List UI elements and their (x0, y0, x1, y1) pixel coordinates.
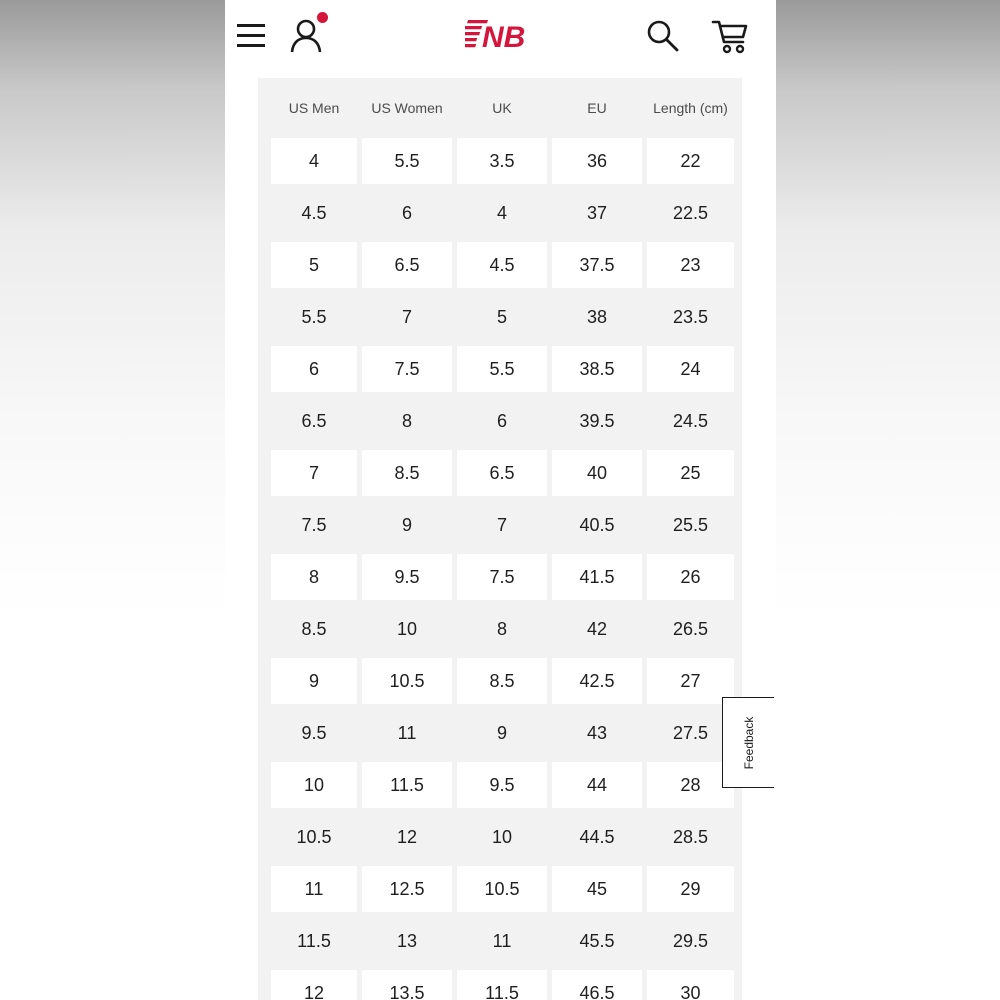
table-cell: 6 (457, 398, 547, 450)
table-cell: 7.5 (457, 554, 547, 606)
table-cell: 10.5 (271, 814, 357, 866)
table-cell: 27 (647, 658, 734, 710)
table-cell: 5 (271, 242, 357, 294)
table-row (271, 970, 734, 1000)
table-cell: 12 (271, 970, 357, 1000)
table-row (271, 138, 734, 190)
table-cell: 6.5 (457, 450, 547, 502)
table-cell: 8 (457, 606, 547, 658)
table-cell: 11 (457, 918, 547, 970)
table-cell: 26.5 (647, 606, 734, 658)
table-cell: 4.5 (457, 242, 547, 294)
feedback-label: Feedback (741, 716, 756, 769)
table-row (271, 294, 734, 346)
table-cell: 5.5 (362, 138, 452, 190)
table-cell: 38.5 (552, 346, 642, 398)
table-row (271, 554, 734, 606)
table-cell: 42.5 (552, 658, 642, 710)
table-row (271, 398, 734, 450)
table-cell: 9.5 (271, 710, 357, 762)
table-cell: 44.5 (552, 814, 642, 866)
table-cell: 8.5 (271, 606, 357, 658)
table-cell: 29 (647, 866, 734, 918)
table-cell: 11 (362, 710, 452, 762)
table-cell: 40 (552, 450, 642, 502)
table-cell: 5.5 (457, 346, 547, 398)
table-cell: 23 (647, 242, 734, 294)
table-cell: 44 (552, 762, 642, 814)
search-icon[interactable] (645, 18, 681, 54)
shopping-cart-icon[interactable] (709, 16, 751, 56)
table-cell: 4 (271, 138, 357, 190)
table-row (271, 346, 734, 398)
size-chart-header-row (271, 78, 734, 138)
table-row (271, 814, 734, 866)
site-header (225, 0, 776, 78)
table-cell: 6.5 (362, 242, 452, 294)
new-balance-logo[interactable] (465, 14, 537, 56)
table-cell: 8.5 (457, 658, 547, 710)
table-cell: 7 (271, 450, 357, 502)
table-cell: 8 (271, 554, 357, 606)
table-cell: 7.5 (271, 502, 357, 554)
table-cell: 10 (457, 814, 547, 866)
table-cell: 11.5 (362, 762, 452, 814)
phone-screen (225, 0, 776, 1000)
table-cell: 27.5 (647, 710, 734, 762)
table-cell: 3.5 (457, 138, 547, 190)
table-row (271, 658, 734, 710)
table-row (271, 762, 734, 814)
notification-dot (317, 12, 328, 23)
table-cell: 10.5 (362, 658, 452, 710)
table-cell: 24 (647, 346, 734, 398)
table-cell: 12 (362, 814, 452, 866)
table-row (271, 190, 734, 242)
table-cell: 29.5 (647, 918, 734, 970)
table-cell: 46.5 (552, 970, 642, 1000)
table-cell: 26 (647, 554, 734, 606)
table-row (271, 606, 734, 658)
table-cell: 9.5 (362, 554, 452, 606)
table-cell: 45.5 (552, 918, 642, 970)
table-cell: 28.5 (647, 814, 734, 866)
table-cell: 10 (271, 762, 357, 814)
table-cell: 39.5 (552, 398, 642, 450)
column-header-eu: EU (552, 78, 642, 138)
table-row (271, 710, 734, 762)
table-cell: 11.5 (457, 970, 547, 1000)
table-cell: 9 (271, 658, 357, 710)
table-cell: 9 (362, 502, 452, 554)
table-cell: 9 (457, 710, 547, 762)
table-cell: 43 (552, 710, 642, 762)
table-cell: 9.5 (457, 762, 547, 814)
table-cell: 13 (362, 918, 452, 970)
table-cell: 24.5 (647, 398, 734, 450)
table-cell: 5 (457, 294, 547, 346)
table-cell: 8 (362, 398, 452, 450)
table-row (271, 502, 734, 554)
table-cell: 37 (552, 190, 642, 242)
table-cell: 7.5 (362, 346, 452, 398)
table-cell: 10 (362, 606, 452, 658)
table-cell: 36 (552, 138, 642, 190)
table-cell: 11.5 (271, 918, 357, 970)
table-cell: 22 (647, 138, 734, 190)
table-cell: 6 (271, 346, 357, 398)
table-cell: 8.5 (362, 450, 452, 502)
table-cell: 45 (552, 866, 642, 918)
table-cell: 11 (271, 866, 357, 918)
table-cell: 7 (457, 502, 547, 554)
table-cell: 40.5 (552, 502, 642, 554)
table-cell: 23.5 (647, 294, 734, 346)
table-cell: 38 (552, 294, 642, 346)
table-cell: 25.5 (647, 502, 734, 554)
user-account-icon[interactable] (287, 12, 331, 56)
table-row (271, 450, 734, 502)
table-cell: 12.5 (362, 866, 452, 918)
table-cell: 22.5 (647, 190, 734, 242)
table-cell: 13.5 (362, 970, 452, 1000)
table-cell: 4.5 (271, 190, 357, 242)
table-cell: 41.5 (552, 554, 642, 606)
table-cell: 42 (552, 606, 642, 658)
table-cell: 30 (647, 970, 734, 1000)
table-row (271, 918, 734, 970)
size-chart-table (266, 78, 739, 1000)
column-header-length-cm: Length (cm) (647, 78, 734, 138)
column-header-us-men: US Men (271, 78, 357, 138)
table-cell: 25 (647, 450, 734, 502)
svg-text:NB: NB (482, 21, 526, 54)
feedback-button[interactable] (722, 697, 774, 788)
size-chart (258, 78, 742, 1000)
table-cell: 5.5 (271, 294, 357, 346)
table-row (271, 866, 734, 918)
hamburger-menu-icon[interactable] (235, 20, 269, 52)
table-cell: 7 (362, 294, 452, 346)
column-header-us-women: US Women (362, 78, 452, 138)
table-cell: 6.5 (271, 398, 357, 450)
table-cell: 10.5 (457, 866, 547, 918)
table-cell: 4 (457, 190, 547, 242)
table-cell: 37.5 (552, 242, 642, 294)
table-cell: 6 (362, 190, 452, 242)
column-header-uk: UK (457, 78, 547, 138)
table-row (271, 242, 734, 294)
table-cell: 28 (647, 762, 734, 814)
